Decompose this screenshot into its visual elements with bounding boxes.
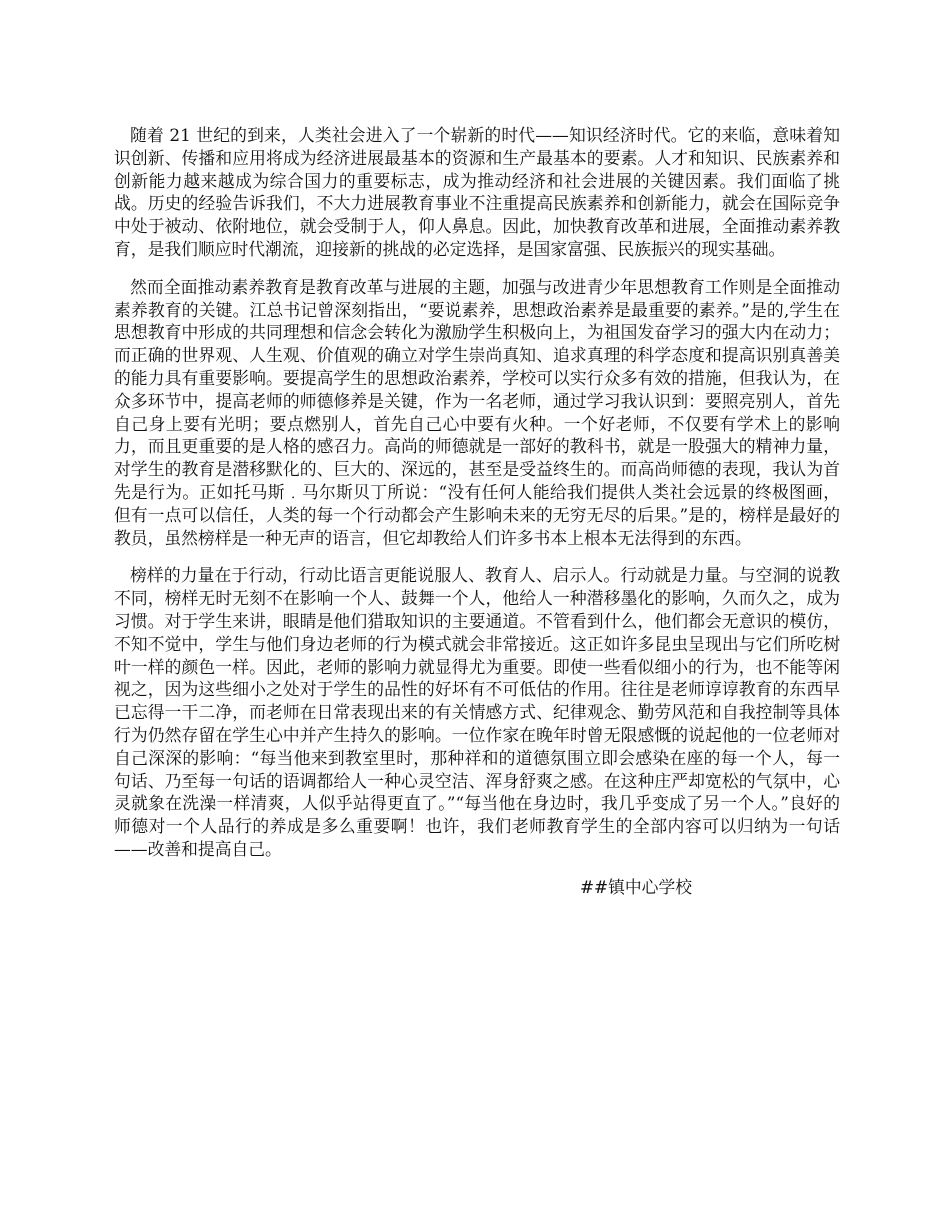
paragraph-role-model: 榜样的力量在于行动，行动比语言更能说服人、教育人、启示人。行动就是力量。与空洞的说教不同，榜样无时无刻不在影响一个人、鼓舞一个人，他给人一种潜移墨化的影响，久而久之，成为习惯。对于学生来讲，眼睛是他们猎取知识的主要通道。不管看到什么，他们都会无意识的模仿，不知不觉中，学生与他们身边老师的行为模式就会非常接近。这正如许多昆虫呈现出与它们所吃树叶一样的颜色一样。因此，老师的影响力就显得尤为重要。即使一些看似细小的行为，也不能等闲视之，因为这些细小之处对于学生的品性的好坏有不可低估的作用。往往是老师谆谆教育的东西早已忘得一干二净，而老师在日常表现出来的有关情感方式、纪律观念、勤劳风范和自我控制等具体行为仍然存留在学生心中并产生持久的影响。一位作家在晚年时曾无限感慨的说起他的一位老师对自己深深的影响：“每当他来到教室里时，那种祥和的道德氛围立即会感染在座的每一个人，每一句话、乃至每一句话的语调都给人一种心灵空洁、浑身舒爽之感。在这种庄严却宽松的气氛中，心灵就象在洗澡一样清爽，人似乎站得更直了。”“每当他在身边时，我几乎变成了另一个人。”良好的师德对一个人品行的养成是多么重要啊！也许，我们老师教育学生的全部内容可以归纳为一句话——改善和提高自己。 xyxy=(114,565,840,859)
signature: ##镇中心学校 xyxy=(580,876,693,897)
paragraph-intro: 随着 21 世纪的到来，人类社会进入了一个崭新的时代——知识经济时代。它的来临，意味着知识创新、传播和应用将成为经济进展最基本的资源和生产最基本的要素。人才和知识、民族素养和创新能力越来越成为综合国力的重要标志，成为推动经济和社会进展的关键因素。我们面临了挑战。历史的经验告诉我们，不大力进展教育事业不注重提高民族素养和创新能力，就会在国际竞争中处于被动、依附地位，就会受制于人，仰人鼻息。因此，加快教育改革和进展，全面推动素养教育，是我们顺应时代潮流，迎接新的挑战的必定选择，是国家富强、民族振兴的现实基础。 xyxy=(114,125,840,259)
document-body xyxy=(114,124,840,899)
paragraph-teacher-ethics: 然而全面推动素养教育是教育改革与进展的主题，加强与改进青少年思想教育工作则是全面推动素养教育的关键。江总书记曾深刻指出，“要说素养，思想政治素养是最重要的素养。”是的,学生在思想教育中形成的共同理想和信念会转化为激励学生积极向上，为祖国发奋学习的强大内在动力；而正确的世界观、人生观、价值观的确立对学生崇尚真知、追求真理的科学态度和提高识别真善美的能力具有重要影响。要提高学生的思想政治素养，学校可以实行众多有效的措施，但我认为，在众多环节中，提高老师的师德修养是关键，作为一名老师，通过学习我认识到：要照亮别人，首先自己身上要有光明；要点燃别人，首先自己心中要有火种。一个好老师，不仅要有学术上的影响力，而且更重要的是人格的感召力。高尚的师德就是一部好的教科书，就是一股强大的精神力量，对学生的教育是潜移默化的、巨大的、深远的，甚至是受益终生的。而高尚师德的表现，我认为首先是行为。正如托马斯﹒马尔斯贝丁所说：“没有任何人能给我们提供人类社会远景的终极图画，但有一点可以信任，人类的每一个行动都会产生影响未来的无穷无尽的后果。”是的，榜样是最好的教员，虽然榜样是一种无声的语言，但它却教给人们许多书本上根本无法得到的东西。 xyxy=(114,276,840,548)
